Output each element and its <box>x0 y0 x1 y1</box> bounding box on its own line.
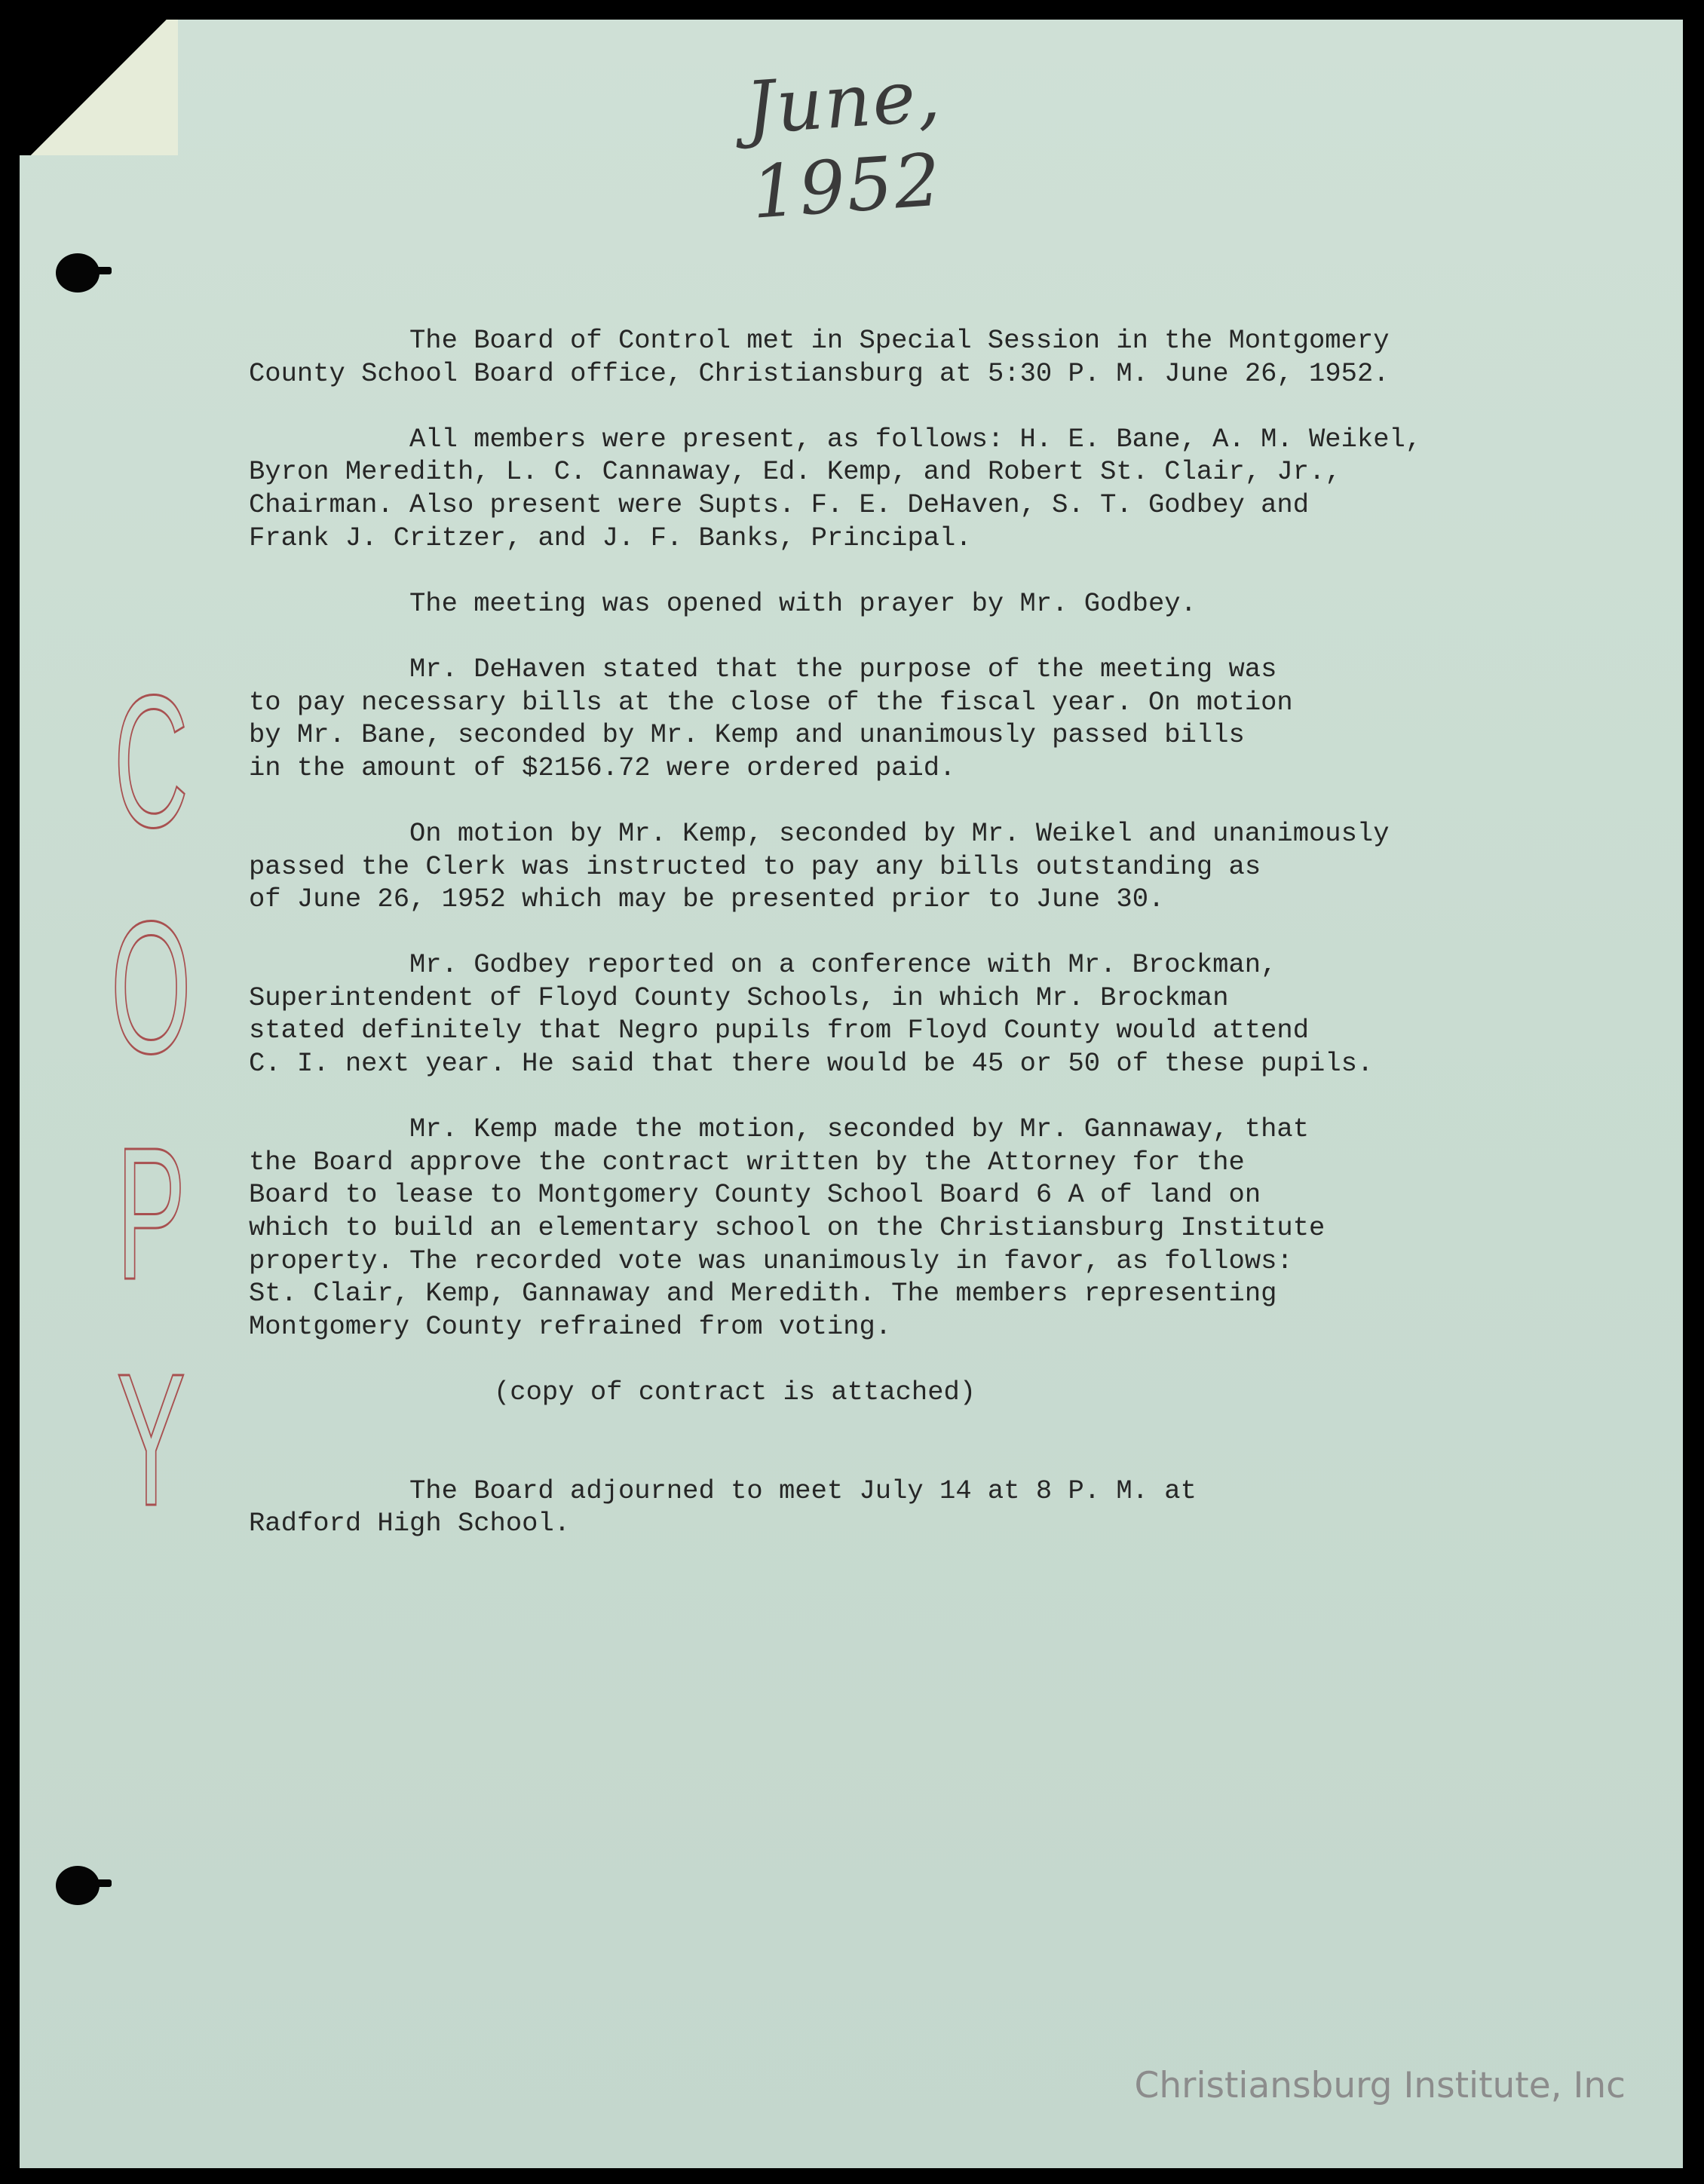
attachment-note: (copy of contract is attached) <box>494 1377 976 1408</box>
stamp-letter: C <box>113 656 188 866</box>
punch-hole-bottom <box>56 1866 100 1905</box>
paragraph-session: The Board of Control met in Special Session in the Montgomery County School Board office, Christiansburg at 5:30 P. M. June 26, 1952. <box>249 325 1390 389</box>
stamp-letter: P <box>116 1108 185 1319</box>
folded-corner <box>20 20 178 155</box>
paragraph-adjourn: The Board adjourned to meet July 14 at 8 P. M. at Radford High School. <box>249 1475 1197 1539</box>
paragraph-prayer: The meeting was opened with prayer by Mr. Godbey. <box>409 587 1197 619</box>
paragraph-attendance: All members were present, as follows: H. E. Bane, A. M. Weikel, Byron Meredith, L. C. Cannaway, Ed. Kemp, and Robert St. Clair, Jr., Chairman. Also present were Supts. F. E. DeHaven, S. T. Godbey and Frank J. Critzer, and J. F. Banks, Principal. <box>249 423 1422 553</box>
copy-stamp <box>98 656 204 1545</box>
watermark: Christiansburg Institute, Inc <box>1134 2065 1626 2106</box>
stamp-letter: O <box>110 882 192 1092</box>
paragraph-outstanding: On motion by Mr. Kemp, seconded by Mr. Weikel and unanimously passed the Clerk was instructed to pay any bills outstanding as of June 26, 1952 which may be presented prior to June 30. <box>249 817 1390 915</box>
paragraph-conference: Mr. Godbey reported on a conference with Mr. Brockman, Superintendent of Floyd County Schools, in which Mr. Brockman stated definitely that Negro pupils from Floyd County would attend C. I. next year. He said that there would be 45 or 50 of these pupils. <box>249 949 1374 1080</box>
minutes-body <box>249 324 1493 1573</box>
paragraph-bills: Mr. DeHaven stated that the purpose of the meeting was to pay necessary bills at the close of the fiscal year. On motion by Mr. Bane, seconded by Mr. Kemp and unanimously passed bills in the amount of $2156.72 were ordered paid. <box>249 653 1293 783</box>
paragraph-contract: Mr. Kemp made the motion, seconded by Mr. Gannaway, that the Board approve the contract written by the Attorney for the Board to lease to Montgomery County School Board 6 A of land on which to build an elementary school on the Christiansburg Institute property. The recorded vote was unanimously in favor, as follows: St. Clair, Kemp, Gannaway and Meredith. The members representing Montgomery County refrained from voting. <box>249 1113 1326 1342</box>
handwritten-date: June, 1952 <box>743 53 945 235</box>
stamp-letter: Y <box>116 1334 185 1545</box>
punch-hole-top <box>56 253 100 293</box>
